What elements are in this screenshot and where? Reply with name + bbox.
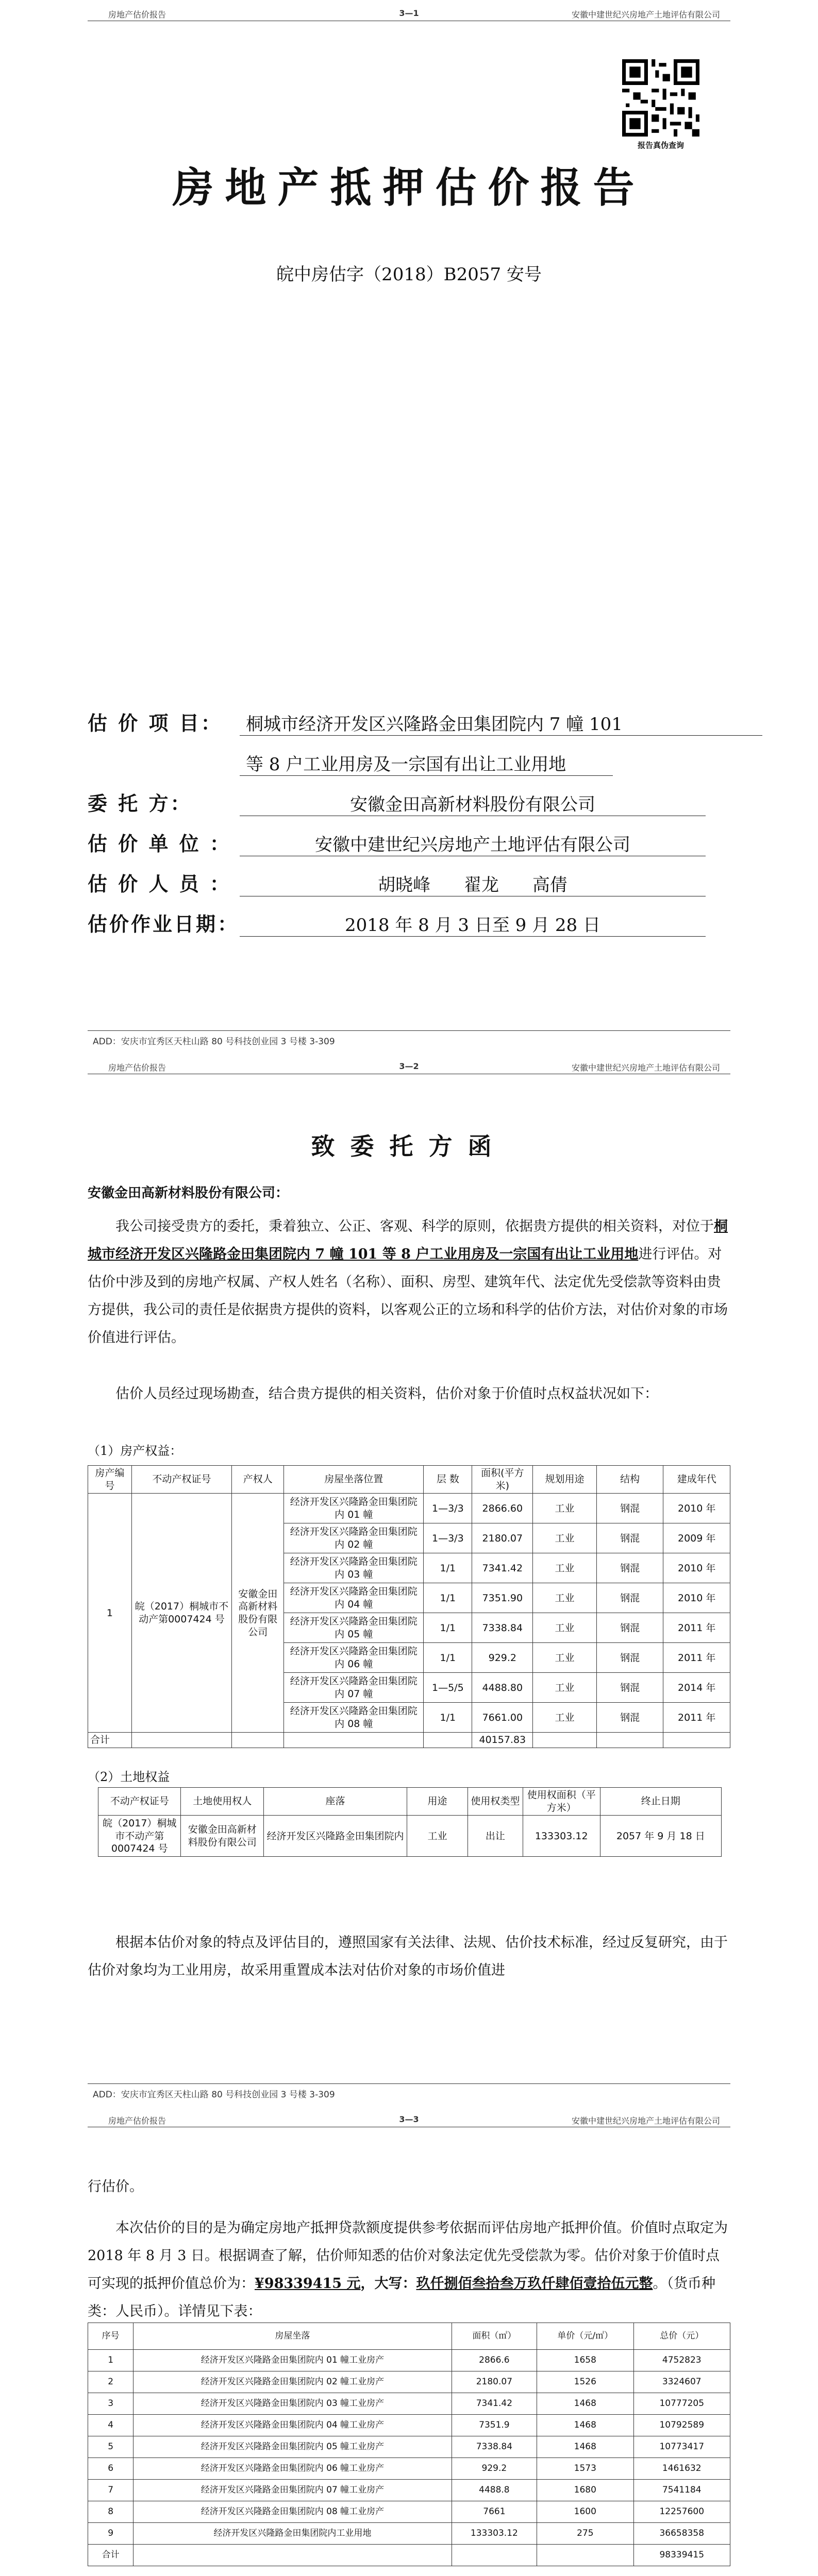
table-row (88, 1494, 730, 1523)
th-land-type: 使用权类型 (468, 1788, 523, 1816)
letter-paragraph-3-cont: 行估价。 (88, 2179, 143, 2195)
table-row (88, 2371, 730, 2393)
cell-loc: 经济开发区兴隆路金田集团院内 05 幢工业房产 (133, 2436, 452, 2458)
p1-text-a: 我公司接受贵方的委托，秉着独立、公正、客观、科学的原则，依据贵方提供的相关资料，对位于 (115, 1218, 714, 1234)
cell-area: 929.2 (452, 2458, 537, 2480)
cell-land-end-date: 2057 年 9 月 18 日 (600, 1816, 721, 1857)
appraiser-name: 安徽中建世纪兴房地产土地评估有限公司 (240, 831, 706, 856)
header-page-number: 3—1 (399, 8, 419, 18)
table-row (88, 2415, 730, 2436)
th-floors: 层 数 (424, 1466, 472, 1494)
cell-area: 2866.6 (452, 2350, 537, 2371)
cell-loc: 经济开发区兴隆路金田集团院内 03 幢 (284, 1553, 424, 1583)
cell-loc: 经济开发区兴隆路金田集团院内 06 幢 (284, 1643, 424, 1673)
cell-seq: 8 (88, 2501, 133, 2523)
page-3 (0, 2106, 818, 2576)
cover-info (88, 696, 762, 937)
cell-land-area: 133303.12 (523, 1816, 600, 1857)
cell-area: 7341.42 (452, 2393, 537, 2415)
cell-use: 工业 (533, 1673, 597, 1703)
cell-area: 7661 (452, 2501, 537, 2523)
cell-loc: 经济开发区兴隆路金田集团院内 07 幢工业房产 (133, 2480, 452, 2501)
th-total-price: 总价（元） (633, 2323, 730, 2350)
cell-year: 2010 年 (663, 1583, 730, 1613)
cell-loc: 经济开发区兴隆路金田集团院内 04 幢工业房产 (133, 2415, 452, 2436)
cell-floors: 1/1 (424, 1583, 472, 1613)
page-1 (0, 0, 818, 1053)
cell-area: 7351.9 (452, 2415, 537, 2436)
cell-use: 工业 (533, 1523, 597, 1553)
table-header-row (88, 2323, 730, 2350)
cell-seq: 7 (88, 2480, 133, 2501)
cell-use: 工业 (533, 1553, 597, 1583)
cell-total: 10773417 (633, 2436, 730, 2458)
valuation-table (88, 2323, 730, 2566)
project-label: 估 价 项 目： (88, 712, 223, 735)
header-right: 安徽中建世纪兴房地产土地评估有限公司 (571, 10, 720, 20)
report-number: 皖中房估字（2018）B2057 安号 (276, 264, 542, 285)
cell-area: 133303.12 (452, 2523, 537, 2545)
cell-struct: 钢混 (596, 1553, 663, 1583)
cell-unit: 1658 (537, 2350, 633, 2371)
land-rights-table (98, 1787, 722, 1857)
work-date: 2018 年 8 月 3 日至 9 月 28 日 (240, 911, 706, 937)
appraiser-label: 估 价 单 位 ： (88, 833, 231, 855)
cell-land-cert: 皖（2017）桐城市不动产第 0007424 号 (98, 1816, 181, 1857)
table-header-row (88, 1466, 730, 1494)
table-row (88, 2523, 730, 2545)
page-footer: ADD：安庆市宜秀区天柱山路 80 号科技创业园 3 号楼 3-309 (88, 1030, 730, 1047)
cell-empty (424, 1733, 472, 1748)
cell-total: 10792589 (633, 2415, 730, 2436)
grand-total: 98339415 (633, 2545, 730, 2566)
cell-land-owner: 安徽金田高新材料股份有限公司 (181, 1816, 263, 1857)
cell-empty (663, 1733, 730, 1748)
cell-total: 36658358 (633, 2523, 730, 2545)
cell-empty (596, 1733, 663, 1748)
th-area: 面积(平方米) (472, 1466, 533, 1494)
cell-use: 工业 (533, 1613, 597, 1643)
cover-row-staff (88, 856, 762, 896)
th-year: 建成年代 (663, 1466, 730, 1494)
letter-paragraph-2: 估价人员经过现场勘查，结合贵方提供的相关资料，估价对象于价值时点权益状况如下： (115, 1386, 658, 1402)
letter-paragraph-4 (88, 2214, 730, 2326)
cell-empty (133, 2545, 452, 2566)
cell-struct: 钢混 (596, 1523, 663, 1553)
total-label: 合计 (88, 2545, 133, 2566)
group-no: 1 (88, 1494, 132, 1733)
cell-unit: 1573 (537, 2458, 633, 2480)
th-land-area: 使用权面积（平方米） (523, 1788, 600, 1816)
cell-unit: 1468 (537, 2415, 633, 2436)
th-land-cert: 不动产权证号 (98, 1788, 181, 1816)
cell-land-use: 工业 (407, 1816, 468, 1857)
cell-seq: 5 (88, 2436, 133, 2458)
cell-seq: 6 (88, 2458, 133, 2480)
header-left: 房地产估价报告 (108, 2116, 166, 2126)
page-header (88, 7, 730, 21)
p4-text-c: 。（货币种类：人民币）。详情见下表： (88, 2276, 715, 2319)
th-use: 规划用途 (533, 1466, 597, 1494)
table-row (88, 2436, 730, 2458)
page-2 (0, 1053, 818, 2106)
cell-area: 7338.84 (452, 2436, 537, 2458)
th-land-use: 用途 (407, 1788, 468, 1816)
page-header (88, 2113, 730, 2127)
cell-unit: 1526 (537, 2371, 633, 2393)
cell-struct: 钢混 (596, 1643, 663, 1673)
cell-use: 工业 (533, 1583, 597, 1613)
cell-loc: 经济开发区兴隆路金田集团院内 01 幢 (284, 1494, 424, 1523)
th-unit-price: 单价（元/㎡） (537, 2323, 633, 2350)
cell-loc: 经济开发区兴隆路金田集团院内 06 幢工业房产 (133, 2458, 452, 2480)
cell-total: 12257600 (633, 2501, 730, 2523)
cell-unit: 1468 (537, 2393, 633, 2415)
cell-area: 7338.84 (472, 1613, 533, 1643)
cell-area: 929.2 (472, 1643, 533, 1673)
cell-area: 4488.80 (472, 1673, 533, 1703)
cell-area: 2180.07 (472, 1523, 533, 1553)
cell-seq: 3 (88, 2393, 133, 2415)
cell-area: 7661.00 (472, 1703, 533, 1733)
client-name: 安徽金田高新材料股份有限公司 (240, 790, 706, 816)
cell-empty (452, 2545, 537, 2566)
cell-year: 2011 年 (663, 1703, 730, 1733)
cell-floors: 1/1 (424, 1613, 472, 1643)
cell-total: 4752823 (633, 2350, 730, 2371)
cell-loc: 经济开发区兴隆路金田集团院内 08 幢 (284, 1703, 424, 1733)
table-total-row (88, 2545, 730, 2566)
cell-struct: 钢混 (596, 1494, 663, 1523)
th-cert: 不动产权证号 (131, 1466, 231, 1494)
cell-area: 2180.07 (452, 2371, 537, 2393)
cell-struct: 钢混 (596, 1673, 663, 1703)
th-structure: 结构 (596, 1466, 663, 1494)
cell-total: 1461632 (633, 2458, 730, 2480)
cell-empty (284, 1733, 424, 1748)
table-row (98, 1816, 722, 1857)
cover-row-date (88, 896, 762, 937)
cell-year: 2009 年 (663, 1523, 730, 1553)
cover-row-appraiser (88, 816, 762, 856)
cell-use: 工业 (533, 1643, 597, 1673)
cell-year: 2010 年 (663, 1494, 730, 1523)
th-land-end-date: 终止日期 (600, 1788, 721, 1816)
cell-unit: 1600 (537, 2501, 633, 2523)
table-row (88, 2458, 730, 2480)
letter-title: 致委托方函 (311, 1132, 507, 1160)
cell-total: 7541184 (633, 2480, 730, 2501)
cell-loc: 经济开发区兴隆路金田集团院内 01 幢工业房产 (133, 2350, 452, 2371)
cell-floors: 1—3/3 (424, 1494, 472, 1523)
house-section-label: （1）房产权益： (88, 1444, 182, 1458)
th-location: 房屋坐落位置 (284, 1466, 424, 1494)
cell-land-type: 出让 (468, 1816, 523, 1857)
qr-code[interactable] (622, 59, 699, 150)
letter-paragraph-3: 根据本估价对象的特点及评估目的，遵照国家有关法律、法规、估价技术标准，经过反复研究，由于估价对象均为工业用房，故采用重置成本法对估价对象的市场价值进 (88, 1935, 728, 1978)
th-area: 面积（㎡） (452, 2323, 537, 2350)
cell-year: 2010 年 (663, 1553, 730, 1583)
staff-label: 估 价 人 员 ： (88, 873, 231, 895)
cell-unit: 1680 (537, 2480, 633, 2501)
cell-loc: 经济开发区兴隆路金田集团院内 04 幢 (284, 1583, 424, 1613)
table-row (88, 2350, 730, 2371)
cell-year: 2014 年 (663, 1673, 730, 1703)
house-rights-table (88, 1465, 730, 1748)
cell-loc: 经济开发区兴隆路金田集团院内 02 幢 (284, 1523, 424, 1553)
header-right: 安徽中建世纪兴房地产土地评估有限公司 (571, 2116, 720, 2126)
cell-loc: 经济开发区兴隆路金田集团院内 07 幢 (284, 1673, 424, 1703)
cell-empty (533, 1733, 597, 1748)
page-header (88, 1060, 730, 1074)
report-title: 房地产抵押估价报告 (172, 164, 646, 212)
cell-year: 2011 年 (663, 1643, 730, 1673)
p1-text-c: 进行评估。对估价中涉及到的房地产权属、产权人姓名（名称）、面积、房型、建筑年代、法定优先受偿款等资料由贵方提供，我公司的责任是依据贵方提供的资料，以客观公正的立场和科学的估价方法，对估价对象的市场价值进行评估。 (88, 1246, 728, 1346)
total-value: ¥98339415 元 (255, 2276, 361, 2292)
cell-floors: 1/1 (424, 1703, 472, 1733)
table-header-row (98, 1788, 722, 1816)
cell-empty (232, 1733, 284, 1748)
table-total-row (88, 1733, 730, 1748)
cell-area: 7341.42 (472, 1553, 533, 1583)
cell-floors: 1—3/3 (424, 1523, 472, 1553)
cell-seq: 9 (88, 2523, 133, 2545)
cell-area: 2866.60 (472, 1494, 533, 1523)
cell-area: 4488.8 (452, 2480, 537, 2501)
cell-seq: 1 (88, 2350, 133, 2371)
header-right: 安徽中建世纪兴房地产土地评估有限公司 (571, 1063, 720, 1073)
cell-total: 10777205 (633, 2393, 730, 2415)
project-line-2: 等 8 户工业用房及一宗国有出让工业用地 (240, 750, 613, 776)
th-land-location: 座落 (263, 1788, 407, 1816)
staff-names: 胡晓峰 翟龙 高倩 (240, 871, 706, 896)
cell-seq: 2 (88, 2371, 133, 2393)
cell-area: 7351.90 (472, 1583, 533, 1613)
project-line-1: 桐城市经济开发区兴隆路金田集团院内 7 幢 101 (240, 710, 762, 736)
cell-empty (537, 2545, 633, 2566)
owner: 安徽金田高新材料股份有限公司 (232, 1494, 284, 1733)
total-label: 合计 (88, 1733, 132, 1748)
cell-loc: 经济开发区兴隆路金田集团院内 02 幢工业房产 (133, 2371, 452, 2393)
header-page-number: 3—3 (399, 2114, 419, 2124)
cert-no: 皖（2017）桐城市不动产第0007424 号 (131, 1494, 231, 1733)
header-left: 房地产估价报告 (108, 1063, 166, 1073)
cover-row-project-2 (88, 736, 762, 776)
header-page-number: 3—2 (399, 1061, 419, 1071)
th-seq: 序号 (88, 2323, 133, 2350)
client-label: 委 托 方： (88, 792, 192, 815)
total-area: 40157.83 (472, 1733, 533, 1748)
cell-loc: 经济开发区兴隆路金田集团院内工业用地 (133, 2523, 452, 2545)
header-left: 房地产估价报告 (108, 10, 166, 20)
p4-text-a: 本次估价的目的是为确定房地产抵押贷款额度提供参考依据而评估房地产抵押价值。价值时点取定为 2018 年 8 月 3 日。根据调查了解，估价师知悉的估价对象法定优先受偿款为零。估价对象于价值时点可实现的抵押价值总价为： (88, 2220, 728, 2292)
letter-addressee: 安徽金田高新材料股份有限公司： (88, 1185, 289, 1201)
cell-use: 工业 (533, 1494, 597, 1523)
th-house-no: 房产编号 (88, 1466, 132, 1494)
total-value-uppercase: 玖仟捌佰叁拾叁万玖仟肆佰壹拾伍元整 (416, 2276, 653, 2292)
cell-struct: 钢混 (596, 1613, 663, 1643)
cell-struct: 钢混 (596, 1583, 663, 1613)
cell-loc: 经济开发区兴隆路金田集团院内 08 幢工业房产 (133, 2501, 452, 2523)
page-footer: ADD：安庆市宜秀区天柱山路 80 号科技创业园 3 号楼 3-309 (88, 2083, 730, 2100)
cell-loc: 经济开发区兴隆路金田集团院内 03 幢工业房产 (133, 2393, 452, 2415)
cell-empty (131, 1733, 231, 1748)
date-label: 估价作业日期： (88, 913, 240, 936)
p1-property: 桐城市经济开发区兴隆路金田集团院内 7 幢 101 等 8 户工业用房及一宗国有出让工业用地 (88, 1218, 728, 1262)
letter-paragraph-1 (88, 1213, 730, 1352)
cell-floors: 1/1 (424, 1553, 472, 1583)
th-land-owner: 土地使用权人 (181, 1788, 263, 1816)
table-row (88, 2480, 730, 2501)
cell-total: 3324607 (633, 2371, 730, 2393)
table-row (88, 2393, 730, 2415)
cell-unit: 275 (537, 2523, 633, 2545)
cell-use: 工业 (533, 1703, 597, 1733)
cell-land-location: 经济开发区兴隆路金田集团院内 (263, 1816, 407, 1857)
cell-year: 2011 年 (663, 1613, 730, 1643)
qr-caption: 报告真伪查询 (637, 141, 684, 150)
p4-text-b: ，大写： (360, 2276, 416, 2292)
cell-seq: 4 (88, 2415, 133, 2436)
cell-unit: 1468 (537, 2436, 633, 2458)
cover-row-client (88, 776, 762, 816)
table-row (88, 2501, 730, 2523)
qr-code-icon (622, 59, 699, 137)
cell-floors: 1—5/5 (424, 1673, 472, 1703)
th-owner: 产权人 (232, 1466, 284, 1494)
th-location: 房屋坐落 (133, 2323, 452, 2350)
cell-struct: 钢混 (596, 1703, 663, 1733)
land-section-label: （2）土地权益 (88, 1770, 170, 1784)
cover-row-project (88, 696, 762, 736)
cell-loc: 经济开发区兴隆路金田集团院内 05 幢 (284, 1613, 424, 1643)
cell-floors: 1/1 (424, 1643, 472, 1673)
